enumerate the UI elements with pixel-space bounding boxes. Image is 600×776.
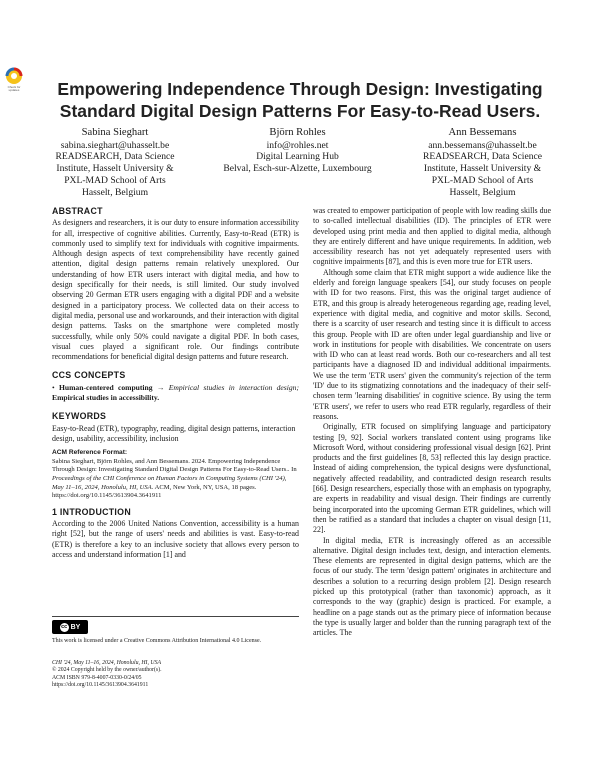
author-affiliation: Institute, Hasselt University & [423, 163, 542, 175]
keywords-heading: KEYWORDS [52, 411, 107, 422]
isbn: ACM ISBN 979-8-4007-0330-0/24/05 [52, 674, 142, 681]
license-text: This work is licensed under a Creative Commons Attribution International 4.0 License. [52, 638, 262, 644]
body-paragraph: Originally, ETR focused on simplifying language and participatory testing [9, 92]. Social workers translated content using programs like Microsoft Word, without considering professional visual design [62]. Print products and the first guidelines [8, 53] reflected this lay design practice. Instead of aiding comprehension, the typical designs were dysfunctional, negatively affected readability, and contradicted design research results [66]. Design researchers, especially those with an emphasis on typography, are experts in readability and visual design. Their findings are currently being incorporated into the upcoming German ETR guidelines, which will then be ratified as a standard that includes a chapter on visual design [11, 22]. [313, 422, 551, 535]
body-paragraph: was created to empower participation of people with low reading skills due to so-called intellectual disabilities (ID). The principles of ETR were developed using print media and then applied to digital media, although they are entirely different and have unique requirements. In addition, web accessibility research has not yet adequately represented users with cognitive impairments [87], and this is even more true for ETR users. [313, 206, 551, 267]
author-name: Sabina Sieghart [81, 127, 149, 138]
abstract-text: As designers and researchers, it is our duty to ensure information accessibility for all, irrespective of cognitive abilities. Currently, Easy-to-Read (ETR) is commonly used to simplify text for individuals with cognitive impairments. Although design aspects of text comprehensibility have recently gained attention, digital design patterns remain relatively unexplored. Our understanding of how ETR users interact with digital media, and how to design specifically for their needs, is still limited. Our study involved observing 20 German ETR users engaging with a digital PDF and a website designed in a participatory process. We collected data on their access to digital media, personal use and workarounds, and their interaction with digital design patterns. Tasks on the smartphone were completed mostly successfully, while only 50% could navigate a digital PDF. In both cases, visual cues played a significant role. Our findings contribute recommendations for beneficial digital design patterns and future research. [52, 218, 299, 362]
author-email[interactable]: info@rohles.net [266, 139, 329, 151]
check-for-updates-badge[interactable] [3, 66, 25, 92]
abstract-heading: ABSTRACT [52, 206, 103, 216]
author-affiliation: READSEARCH, Data Science [422, 151, 543, 163]
license-block [52, 620, 299, 645]
author-name: Björn Rohles [269, 127, 326, 138]
author-3 [405, 127, 560, 198]
ccs-concepts [52, 383, 299, 404]
doi-link[interactable]: https://doi.org/10.1145/3613904.3641911 [52, 682, 149, 689]
acm-reference-label: ACM Reference Format: [52, 449, 128, 457]
author-affiliation: Institute, Hasselt University & [56, 163, 174, 175]
ccs-bullet: • [52, 382, 55, 392]
author-affiliation: PXL-MAD School of Arts [64, 174, 166, 186]
author-affiliation: READSEARCH, Data Science [55, 151, 175, 163]
author-2 [205, 127, 390, 175]
author-block [40, 127, 560, 199]
acm-reference-venue: Proceedings of the CHI Conference on Human Factors in Computing Systems (CHI '24), May 11–16, 2024, Honolulu, HI, USA. [52, 475, 287, 491]
ccs-arrow: → [156, 382, 165, 392]
author-location: Hasselt, Belgium [81, 186, 149, 198]
author-name: Ann Bessemans [448, 127, 517, 138]
left-column [52, 206, 299, 560]
acm-reference-doi[interactable]: ACM, New York, NY, USA, 18 pages. https://doi.org/10.1145/3613904.3641911 [52, 483, 257, 500]
ccs-concept-primary: Human-centered computing [58, 382, 153, 392]
cc-by-license-icon[interactable] [52, 620, 88, 634]
body-paragraph: In digital media, ETR is increasingly offered as an accessible alternative. Digital design includes text, design, and interaction elements. These elements are represented in digital design patterns, which are the focus of our study. The term 'design pattern' originates in architecture and describes a solution to a recurring design problem [2]. Design research picked up this prototypical (rather than taxonomic) approach, as it corresponds to the way (graphic) design is practiced. For example, a headline on a page stands out as the primary piece of information because the type is usually larger and bolder than the running paragraph text of the articles. The [313, 535, 551, 638]
author-location: Hasselt, Belgium [449, 186, 516, 198]
body-paragraph: Although some claim that ETR might support a wide audience like the elderly and foreign language speakers [54], our study focuses on people with ID for two reasons. First, this was the original target audience of ETR, and this group is already heterogeneous regarding age, reading level, experience with digital media, and cognitive and motor skills. Second, there is a scarcity of user research and testing since it is difficult to access this group. People with ID are often under legal guardianship and live or work in institutions for people with disabilities. We concentrate on users with ID who can at least read words. Both our co-researchers and all test participants have a diagnosed ID and individual additional impairments. We use the term 'ETR users' given the community's rejection of the term 'ID' due to its stigmatizing connotations and the inadequacy of their self-chosen term 'learning disabilities' in cognitive science. By using the term 'ETR users', we refer to users who read ETR regularly, regardless of their reasons. [313, 267, 551, 421]
copyright-notice: © 2024 Copyright held by the owner/author(s). [52, 667, 162, 674]
cc-symbol: cc [61, 623, 68, 630]
acm-reference [52, 449, 299, 501]
footnote-fineprint [52, 660, 299, 690]
paper-title: Empowering Independence Through Design: Investigating Standard Digital Design Patterns For Easy-to-Read Users. [57, 79, 543, 121]
author-email[interactable]: ann.bessemans@uhasselt.be [428, 139, 537, 151]
by-symbol: BY [70, 623, 81, 631]
author-email[interactable]: sabina.sieghart@uhasselt.be [60, 139, 170, 151]
keywords-text: Easy-to-Read (ETR), typography, reading, digital design patterns, interaction design, usability, accessibility, inclusion [52, 423, 296, 443]
footnote-divider [52, 616, 299, 617]
introduction-text: According to the 2006 United Nations Convention, accessibility is a human right [52], but the range of users' needs and abilities is vast. Easy-to-read (ETR) is therefore a key to an inclusive society that allows every person to access and understand information [1] and [52, 519, 299, 559]
conference-info: CHI '24, May 11–16, 2024, Honolulu, HI, USA [52, 660, 162, 666]
author-location: Belval, Esch-sur-Alzette, Luxembourg [223, 163, 372, 175]
right-column [313, 206, 551, 638]
author-affiliation: Digital Learning Hub [256, 151, 339, 163]
ccs-concept-secondary: Empirical studies in accessibility. [52, 393, 160, 403]
author-affiliation: PXL-MAD School of Arts [431, 174, 534, 186]
ccs-heading: CCS CONCEPTS [52, 370, 126, 381]
badge-label: Check for updates [7, 85, 21, 92]
ccs-concept-sub: Empirical studies in interaction design; [168, 382, 299, 392]
author-1 [40, 127, 190, 198]
acm-reference-text: Sabina Sieghart, Björn Rohles, and Ann Bessemans. 2024. Empowering Independence Through Design: Investigating Standard Digital Design Patterns For Easy-to-Read Users.. In [52, 457, 297, 474]
introduction-heading: 1 INTRODUCTION [52, 506, 131, 517]
